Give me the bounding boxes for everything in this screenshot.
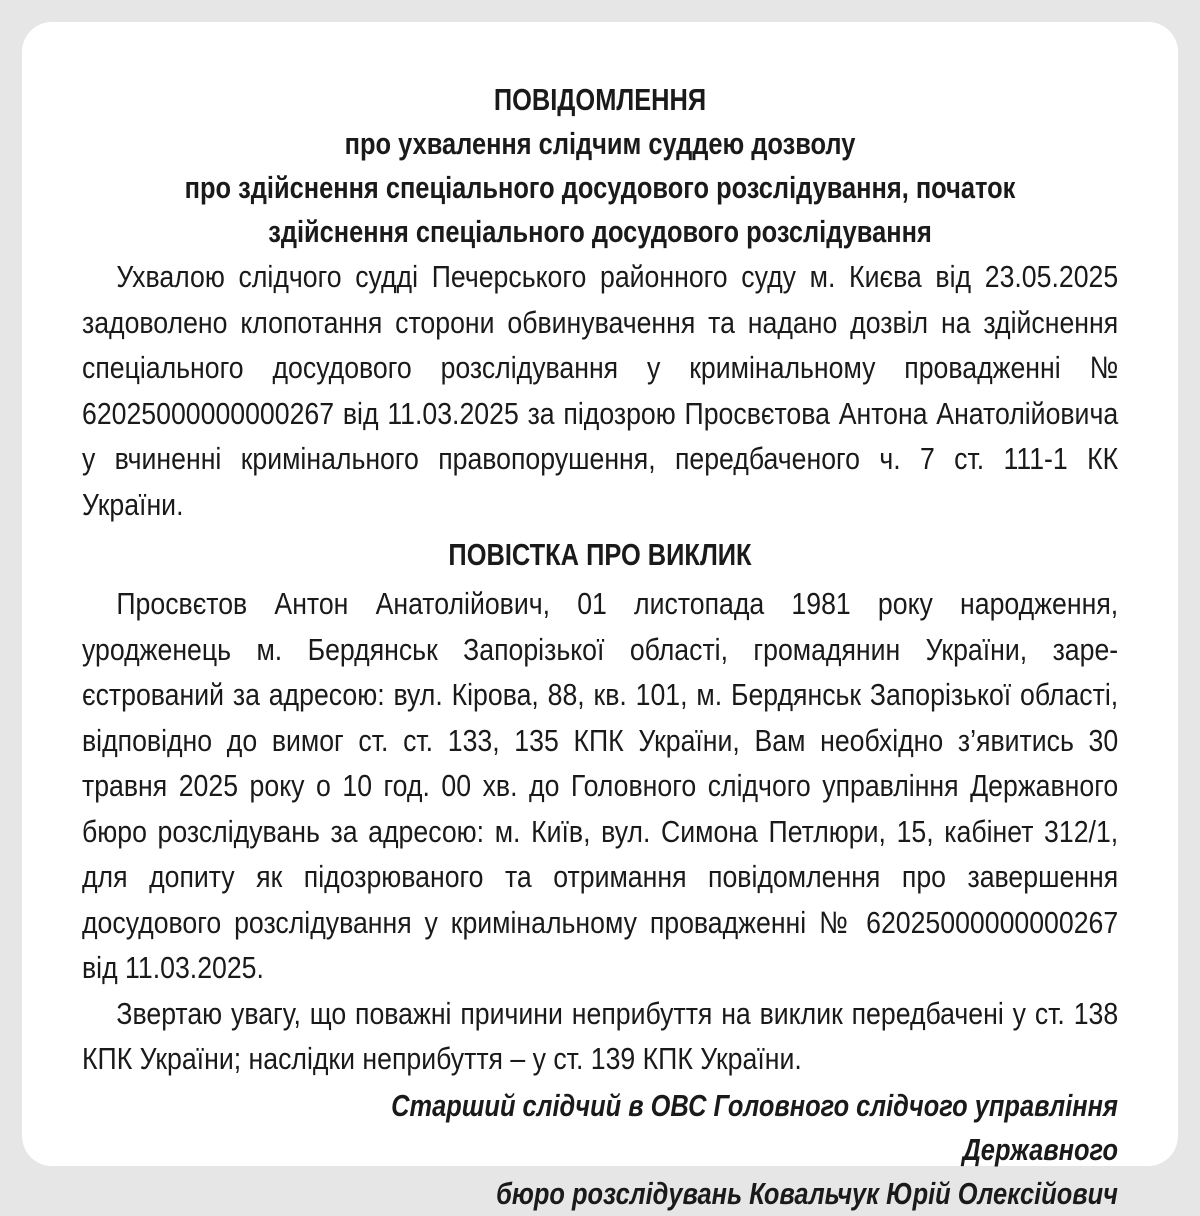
notice-title-line: ПОВІДОМЛЕННЯ <box>493 82 707 117</box>
summons-paragraph: Просвєтов Антон Анатолійович, 01 листопада 1981 року народження, уродженець м. Бердянськ Запорізької області, громадянин України, зареєстрований за адресою: вул. Кірова, 88, кв. 101, м. Бердянськ Запорізької області, відповідно до вимог ст. ст. 133, 135 КПК України, Вам необхідно з’явитись 30 травня 2025 року о 10 год. 00 хв. до Головного слідчого управління Державного бюро розслідувань за адресою: м. Київ, вул. Симона Петлюри, 15, кабінет 312/1, для допиту як підозрюваного та отримання повідомлення про завершення досудового розслідування у кримінальному провадженні № 62025000000000267 від 11.03.2025. <box>82 586 1119 985</box>
signature-line: бюро розслідувань Ковальчук Юрій Олексійович <box>496 1175 1119 1211</box>
notice-title <box>175 78 1025 254</box>
notice-title-line: про ухвалення слідчим суддею дозволу <box>344 126 856 161</box>
summons-heading: ПОВІСТКА ПРО ВИКЛИК <box>448 537 752 572</box>
signature-line: Старший слідчий в ОВС Головного слідчого управління Державного <box>391 1087 1118 1167</box>
notice-paragraph: Ухвалою слідчого судді Печерського районного суду м. Києва від 23.05.2025 задоволено клопотання сторони обвинувачення та надано дозвіл на здійснення спеціального досудового розслідування у кримінальному провадженні № 62025000000000267 від 11.03.2025 за підозрою Просвєтова Антона Анатолійовича у вчиненні кримінального правопорушення, передбаченого ч. 7 ст. 111-1 КК України. <box>82 259 1119 522</box>
notice-title-line: здійснення спеціального досудового розслідування <box>268 214 932 249</box>
summons-warning: Звертаю увагу, що поважні причини неприбуття на виклик передбачені у ст. 138 КПК України; наслідки неприбуття – у ст. 139 КПК України. <box>82 995 1119 1076</box>
signature <box>268 1084 1118 1216</box>
notice-card <box>22 22 1178 1211</box>
notice-title-line: про здійснення спеціального досудового розслідування, початок <box>184 170 1016 205</box>
